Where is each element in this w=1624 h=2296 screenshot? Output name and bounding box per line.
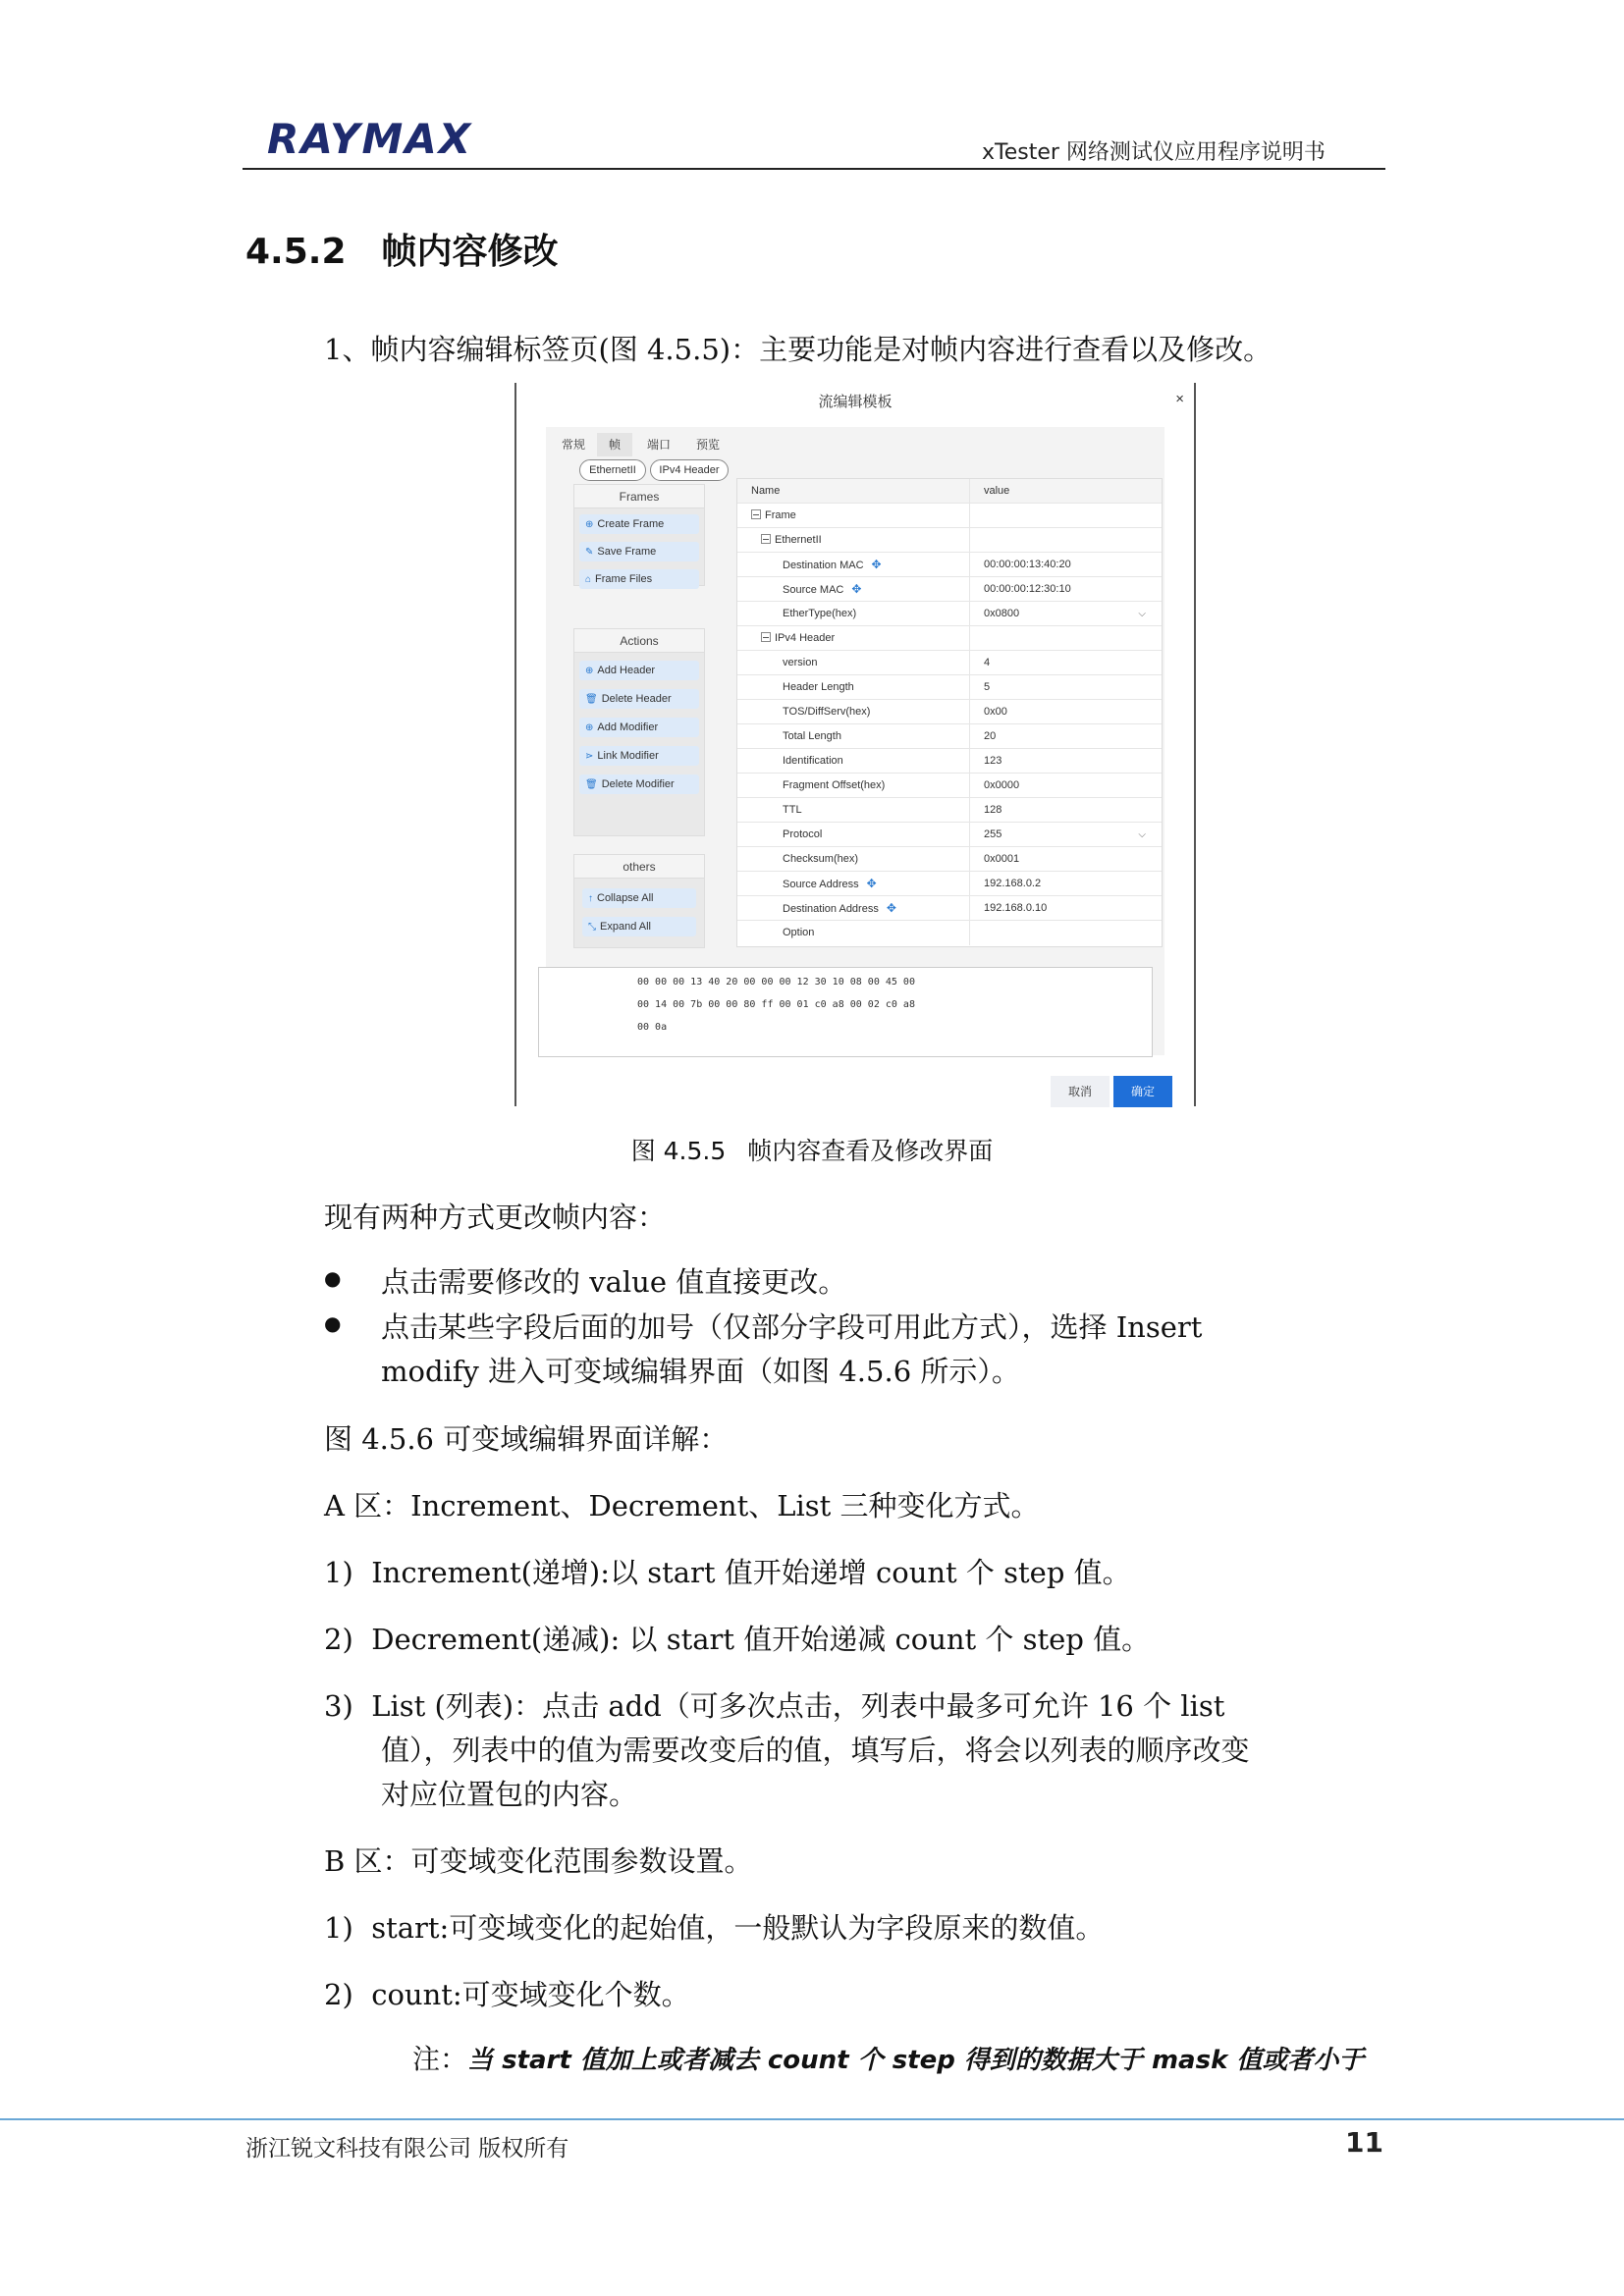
add-modifier-icon[interactable]: ✥ (851, 582, 862, 596)
tree-row-value[interactable]: 5 (969, 675, 1164, 699)
paragraph: 图 4.5.6 可变域编辑界面详解： (324, 1422, 729, 1456)
frames-panel (573, 484, 705, 586)
link-icon: ⋗ (585, 751, 594, 762)
tree-row-value[interactable]: 0x0000 (969, 774, 1164, 797)
window-body (546, 427, 1164, 1055)
link-modifier-label: Link Modifier (597, 750, 659, 762)
hex-line: 00 0a (637, 1022, 668, 1033)
frame-files-button[interactable] (579, 569, 699, 589)
tab-frame[interactable]: 帧 (597, 433, 632, 456)
tree-row-value: 255 (984, 828, 1002, 840)
list-item: 1) Increment(递增):以 start 值开始递增 count 个 step 值。 (324, 1556, 1131, 1589)
list-item-continued: 对应位置包的内容。 (381, 1778, 638, 1811)
bullet-dot: ● (324, 1266, 342, 1290)
frame-files-label: Frame Files (595, 573, 653, 585)
tree-row-name: Frame (765, 509, 796, 521)
tree-row-select[interactable] (969, 823, 1164, 846)
add-modifier-icon[interactable]: ✥ (866, 877, 877, 890)
tree-row-value[interactable] (969, 921, 1164, 945)
list-item: 1) start:可变域变化的起始值，一般默认为字段原来的数值。 (324, 1911, 1105, 1945)
delete-header-button[interactable] (579, 689, 699, 709)
delete-modifier-button[interactable] (579, 774, 699, 794)
add-modifier-icon[interactable]: ✥ (886, 901, 896, 915)
list-item: 3) List (列表)：点击 add（可多次点击，列表中最多可允许 16 个 list (324, 1689, 1225, 1723)
tree-row[interactable] (737, 847, 1162, 872)
collapse-icon[interactable] (751, 509, 761, 519)
trash-icon: 🗑 (585, 694, 598, 705)
tree-row-value[interactable]: 00:00:00:12:30:10 (969, 577, 1164, 601)
tab-port[interactable]: 端口 (646, 438, 671, 452)
list-item: 2) count:可变域变化个数。 (324, 1978, 690, 2011)
tree-row[interactable] (737, 626, 1162, 651)
tree-row-name: Option (783, 927, 815, 938)
bullet-item: 点击某些字段后面的加号（仅部分字段可用此方式），选择 Insert (381, 1310, 1203, 1344)
tree-row-name: Destination Address (783, 903, 879, 915)
svg-text:RAYMAX: RAYMAX (267, 116, 473, 159)
raymax-logo (267, 116, 522, 159)
cancel-button[interactable]: 取消 (1051, 1076, 1110, 1107)
tree-row[interactable] (737, 749, 1162, 774)
create-frame-label: Create Frame (597, 518, 665, 530)
tree-row-name: EthernetII (775, 534, 822, 546)
tree-row-name: Destination MAC (783, 560, 864, 571)
tree-row[interactable] (737, 602, 1162, 626)
tree-row-value[interactable] (969, 528, 1164, 552)
paragraph: B 区：可变域变化范围参数设置。 (324, 1844, 753, 1878)
tree-row-name: Total Length (783, 730, 841, 742)
save-frame-button[interactable] (579, 542, 699, 561)
tree-row[interactable] (737, 896, 1162, 921)
tree-row-name: Header Length (783, 681, 854, 693)
tree-row-name: Source MAC (783, 584, 844, 596)
link-modifier-button[interactable] (579, 746, 699, 766)
list-item: 2) Decrement(递减): 以 start 值开始递减 count 个 step 值。 (324, 1623, 1151, 1656)
delete-modifier-label: Delete Modifier (601, 778, 675, 790)
tab-general[interactable]: 常规 (561, 438, 585, 452)
collapse-icon[interactable] (761, 534, 771, 544)
tree-row-value[interactable]: 192.168.0.10 (969, 896, 1164, 920)
tree-row-value[interactable]: 20 (969, 724, 1164, 748)
add-header-button[interactable] (579, 661, 699, 680)
tree-header-row (737, 479, 1162, 504)
add-modifier-label: Add Modifier (597, 721, 659, 733)
tree-row-value[interactable]: 00:00:00:13:40:20 (969, 553, 1164, 576)
tree-row-value: 0x0800 (984, 608, 1020, 619)
document-title: xTester 网络测试仪应用程序说明书 (982, 140, 1326, 165)
plus-circle-icon: ⊕ (585, 519, 594, 530)
expand-all-button[interactable] (582, 917, 696, 936)
tree-row[interactable] (737, 577, 1162, 602)
tree-row-name: Identification (783, 755, 843, 767)
tree-row-select[interactable] (969, 602, 1164, 625)
save-frame-label: Save Frame (597, 546, 657, 558)
tree-row-name: TOS/DiffServ(hex) (783, 706, 871, 718)
frame-tree-table (736, 478, 1163, 947)
hex-line: 00 14 00 7b 00 00 80 ff 00 01 c0 a8 00 02 c0 a8 (637, 999, 915, 1010)
note-line (412, 2038, 1364, 2077)
tree-row[interactable] (737, 700, 1162, 724)
actions-panel (573, 628, 705, 836)
tree-row-value[interactable]: 128 (969, 798, 1164, 822)
plus-circle-icon: ⊕ (585, 666, 594, 676)
tree-row-name: version (783, 657, 818, 668)
chevron-down-icon[interactable]: ⌵ (1138, 829, 1146, 840)
stream-edit-window (514, 383, 1196, 1106)
tree-row-value[interactable]: 123 (969, 749, 1164, 773)
tree-row-name: Checksum(hex) (783, 853, 859, 865)
page-number: 11 (1345, 2126, 1383, 2159)
subtab-ipv4-header[interactable]: IPv4 Header (650, 459, 729, 481)
tree-row-value[interactable]: 4 (969, 651, 1164, 674)
tree-row[interactable] (737, 651, 1162, 675)
list-item-continued: 值），列表中的值为需要改变后的值，填写后，将会以列表的顺序改变 (381, 1734, 1250, 1767)
caption-text: 帧内容查看及修改界面 (747, 1137, 994, 1165)
add-modifier-button[interactable] (579, 718, 699, 737)
tree-row-value[interactable] (969, 504, 1164, 527)
section-title-text: 帧内容修改 (381, 232, 559, 272)
tree-row[interactable] (737, 823, 1162, 847)
tree-row[interactable] (737, 724, 1162, 749)
tree-row-name: EtherType(hex) (783, 608, 857, 619)
folder-icon: ⌂ (585, 574, 592, 585)
paragraph: 现有两种方式更改帧内容： (324, 1201, 667, 1234)
tree-row-value[interactable]: 0x00 (969, 700, 1164, 723)
section-number: 4.5.2 (245, 232, 347, 272)
footer-copyright: 浙江锐文科技有限公司 版权所有 (245, 2136, 569, 2162)
hex-line: 00 00 00 13 40 20 00 00 00 12 30 10 08 00 45 00 (637, 977, 915, 988)
tree-row-value[interactable] (969, 626, 1164, 650)
tree-row[interactable] (737, 774, 1162, 798)
tree-row[interactable] (737, 921, 1162, 945)
collapse-all-label: Collapse All (597, 892, 654, 904)
tree-row-value[interactable]: 0x0001 (969, 847, 1164, 871)
header-rule (243, 168, 1385, 170)
subtab-ethernetii[interactable]: EthernetII (579, 459, 646, 481)
close-icon[interactable]: × (1175, 391, 1184, 407)
actions-heading: Actions (574, 629, 704, 653)
edit-icon: ✎ (585, 547, 594, 558)
bullet-item: 点击需要修改的 value 值直接更改。 (381, 1265, 847, 1299)
tab-preview[interactable]: 预览 (695, 438, 720, 452)
section-heading (245, 224, 559, 274)
intro-paragraph: 1、帧内容编辑标签页(图 4.5.5)：主要功能是对帧内容进行查看以及修改。 (324, 333, 1272, 366)
chevron-down-icon[interactable]: ⌵ (1138, 609, 1146, 619)
figure-caption (0, 1132, 1624, 1167)
collapse-all-button[interactable] (582, 888, 696, 908)
window-title: 流编辑模板 (818, 394, 893, 410)
caption-number: 图 4.5.5 (630, 1137, 727, 1165)
column-header-value: value (969, 479, 1164, 503)
tree-row-name: Protocol (783, 828, 823, 840)
tree-row-value[interactable]: 192.168.0.2 (969, 872, 1164, 895)
tree-row[interactable] (737, 798, 1162, 823)
tree-row-name: Source Address (783, 879, 859, 890)
note-label: 注： (412, 2043, 468, 2075)
ok-button[interactable]: 确定 (1113, 1076, 1172, 1107)
collapse-icon[interactable] (761, 632, 771, 642)
tree-row-name: TTL (783, 804, 802, 816)
delete-header-label: Delete Header (601, 693, 672, 705)
tree-row-name: IPv4 Header (775, 632, 836, 644)
trash-icon: 🗑 (585, 779, 598, 790)
tree-row[interactable] (737, 675, 1162, 700)
frames-heading: Frames (574, 485, 704, 508)
expand-icon: ⤡ (588, 922, 596, 933)
create-frame-button[interactable] (579, 514, 699, 534)
note-text: 当 start 值加上或者减去 count 个 step 得到的数据大于 mask 值或者小于 (467, 2046, 1365, 2075)
footer-rule (0, 2118, 1624, 2120)
tree-row[interactable] (737, 528, 1162, 553)
expand-all-label: Expand All (600, 921, 651, 933)
bullet-item-continued: modify 进入可变域编辑界面（如图 4.5.6 所示）。 (381, 1355, 1020, 1388)
paragraph: A 区：Increment、Decrement、List 三种变化方式。 (324, 1489, 1040, 1522)
add-modifier-icon[interactable]: ✥ (871, 558, 882, 571)
bullet-dot: ● (324, 1311, 342, 1335)
column-header-name: Name (751, 485, 781, 497)
arrow-up-icon: ↑ (588, 893, 593, 904)
tree-row[interactable] (737, 553, 1162, 577)
tree-row[interactable] (737, 504, 1162, 528)
hex-dump-view (538, 967, 1153, 1057)
others-panel (573, 854, 705, 948)
tree-row-name: Fragment Offset(hex) (783, 779, 886, 791)
plus-circle-icon: ⊕ (585, 722, 594, 733)
others-heading: others (574, 855, 704, 879)
add-header-label: Add Header (597, 665, 656, 676)
tree-row[interactable] (737, 872, 1162, 896)
